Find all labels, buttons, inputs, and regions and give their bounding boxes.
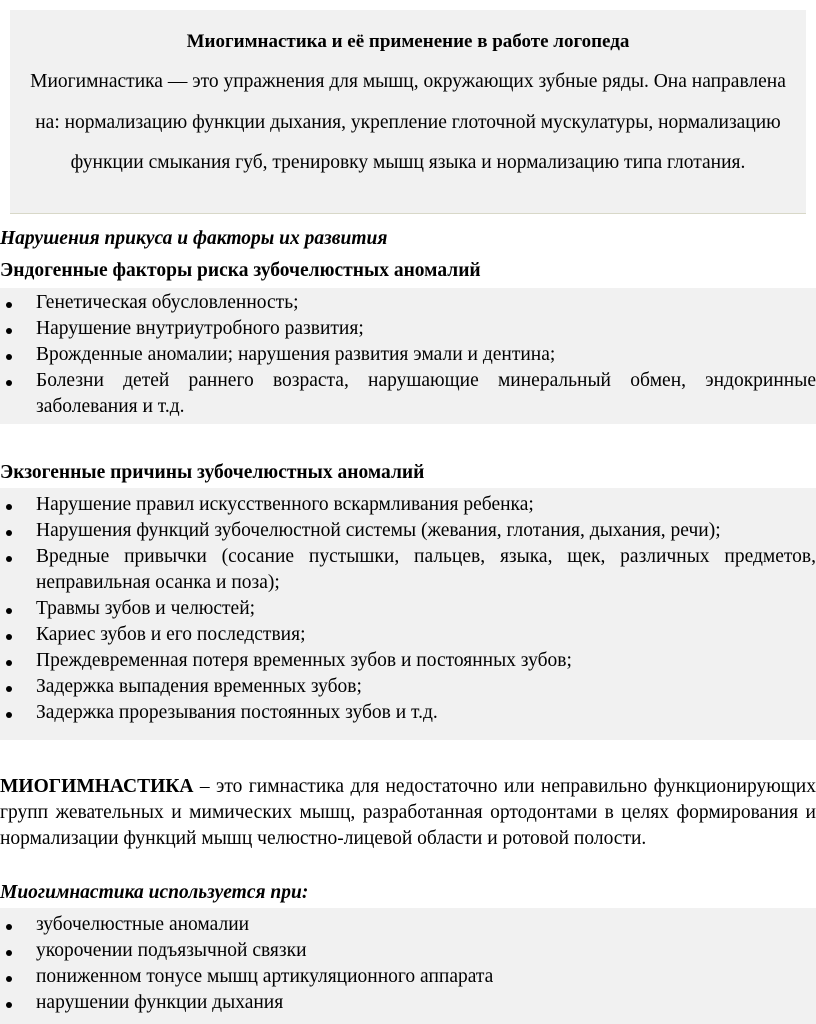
list-item [0, 596, 816, 622]
list-item-text: Нарушение внутриутробного развития; [36, 318, 364, 339]
list-item [0, 368, 816, 420]
list-item [0, 674, 816, 700]
list-item-text: Задержка прорезывания постоянных зубов и т.д. [36, 702, 438, 723]
list-item-text: Врожденные аномалии; нарушения развития эмали и дентина; [36, 344, 556, 365]
list-item [0, 648, 816, 674]
list-item [0, 622, 816, 648]
list-item-text: Кариес зубов и его последствия; [36, 624, 306, 645]
list-item-text: укорочении подъязычной связки [36, 940, 307, 961]
list-item [0, 316, 816, 342]
list-item-text: Нарушения функций зубочелюстной системы (жевания, глотания, дыхания, речи); [36, 520, 721, 541]
list-item-text: Нарушение правил искусственного вскармливания ребенка; [36, 494, 534, 515]
bullet-icon [6, 302, 12, 308]
list-item [0, 700, 816, 726]
list-item [0, 518, 816, 544]
definition-text: – это гимнастика для недостаточно или неправильно функционирующих групп жевательных и мимических мышц, разработанная ортодонтами в целях формирования и нормализации функций мышц челюстно-лицевой области и ротовой полости. [0, 776, 816, 849]
intro-title: Миогимнастика и её применение в работе логопеда [186, 31, 630, 52]
usage-heading: Миогимнастика используется при: [0, 882, 309, 903]
bullet-icon [6, 712, 12, 718]
bullet-icon [6, 924, 12, 930]
bullet-icon [6, 354, 12, 360]
bullet-icon [6, 608, 12, 614]
definition-paragraph [0, 774, 816, 852]
list-item [0, 544, 816, 596]
bullet-icon [6, 556, 12, 562]
intro-body: Миогимнастика — это упражнения для мышц, окружающих зубные ряды. Она направлена на: нормализацию функции дыхания, укрепление глоточной мускулатуры, нормализацию функции смыкания губ, тренировку мышц языка и нормализацию типа глотания. [30, 71, 786, 173]
bullet-icon [6, 504, 12, 510]
list-item-text: Болезни детей раннего возраста, нарушающие минеральный обмен, эндокринные заболевания и т.д. [36, 370, 816, 417]
bullet-icon [6, 950, 12, 956]
list-item [0, 492, 816, 518]
list-item-text: Травмы зубов и челюстей; [36, 598, 256, 619]
list-item-text: Задержка выпадения временных зубов; [36, 676, 362, 697]
exogenous-list [0, 492, 816, 726]
list-item [0, 964, 816, 990]
list-item [0, 342, 816, 368]
definition-term: МИОГИМНАСТИКА [0, 776, 194, 797]
list-item-text: Преждевременная потеря временных зубов и постоянных зубов; [36, 650, 572, 671]
list-item [0, 938, 816, 964]
list-item [0, 990, 816, 1016]
list-item-text: пониженном тонусе мышц артикуляционного аппарата [36, 966, 494, 987]
intro-box [10, 10, 806, 214]
list-item [0, 912, 816, 938]
bullet-icon [6, 686, 12, 692]
bullet-icon [6, 1002, 12, 1008]
bullet-icon [6, 634, 12, 640]
endogenous-list [0, 290, 816, 420]
endogenous-heading: Эндогенные факторы риска зубочелюстных аномалий [0, 260, 481, 281]
list-item-text: Генетическая обусловленность; [36, 292, 299, 313]
usage-list [0, 912, 816, 1016]
list-item-text: Вредные привычки (сосание пустышки, пальцев, языка, щек, различных предметов, неправильная осанка и поза); [36, 546, 816, 593]
bullet-icon [6, 530, 12, 536]
list-item-text: нарушении функции дыхания [36, 992, 284, 1013]
bite-heading: Нарушения прикуса и факторы их развития [0, 228, 388, 249]
exogenous-heading: Экзогенные причины зубочелюстных аномалий [0, 462, 425, 483]
bullet-icon [6, 660, 12, 666]
list-item [0, 290, 816, 316]
list-item-text: зубочелюстные аномалии [36, 914, 250, 935]
bullet-icon [6, 976, 12, 982]
bullet-icon [6, 328, 12, 334]
bullet-icon [6, 380, 12, 386]
